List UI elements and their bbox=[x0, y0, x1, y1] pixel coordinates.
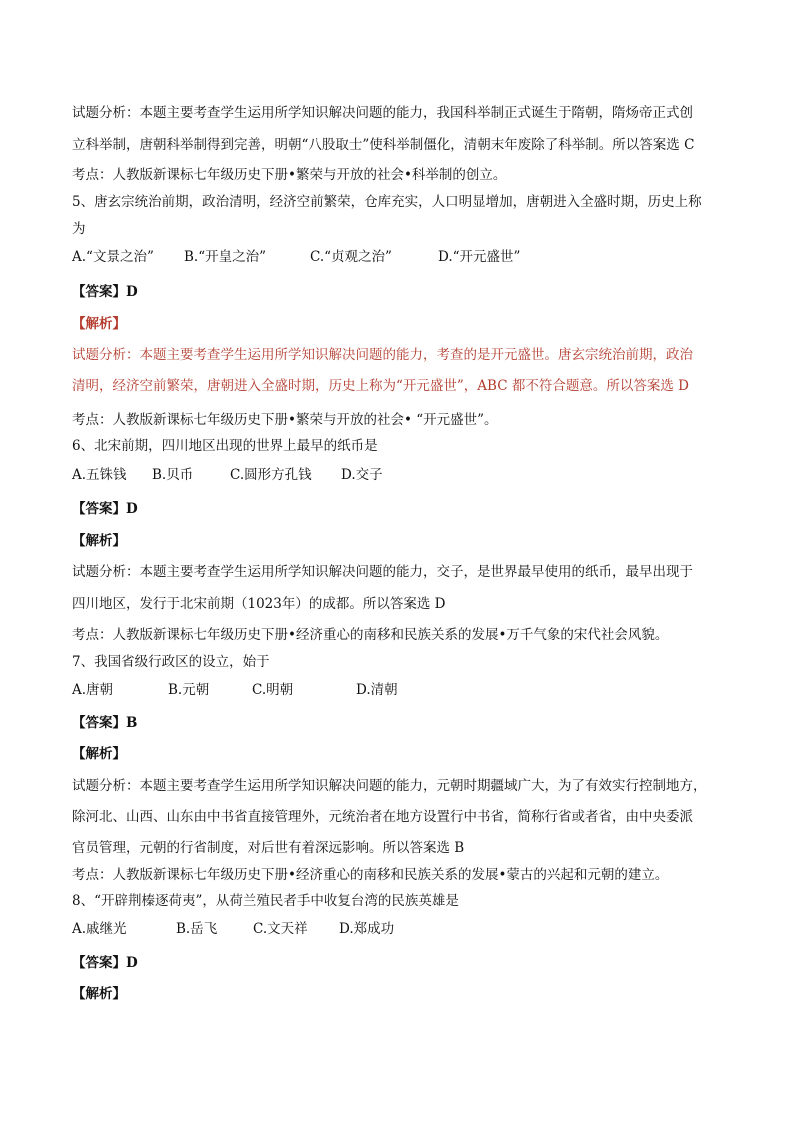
q6-analysis-line2: 四川地区，发行于北宋前期（1023年）的成都。所以答案选 D bbox=[72, 596, 446, 612]
q6-options bbox=[72, 463, 383, 483]
q5-option-d: D.“开元盛世” bbox=[438, 249, 521, 265]
q7-question: 7、我国省级行政区的设立，始于 bbox=[72, 654, 270, 670]
q8-option-a: A.戚继光 bbox=[72, 921, 127, 937]
q5-kaodian: 考点：人教版新课标七年级历史下册•繁荣与开放的社会• “开元盛世”。 bbox=[72, 412, 498, 428]
q5-answer: 【答案】D bbox=[72, 284, 138, 300]
q5-option-b: B.“开皇之治” bbox=[184, 249, 267, 265]
q6-analysis-line1: 试题分析：本题主要考查学生运用所学知识解决问题的能力，交子，是世界最早使用的纸币，最早出现于 bbox=[72, 564, 693, 580]
q7-option-c: C.明朝 bbox=[252, 682, 294, 698]
q5-analysis-line2: 清明，经济空前繁荣，唐朝进入全盛时期，历史上称为“开元盛世”，ABC 都不符合题意。所以答案选 D bbox=[72, 378, 689, 394]
q4-analysis-line1: 试题分析：本题主要考查学生运用所学知识解决问题的能力，我国科举制正式诞生于隋朝，隋炀帝正式创 bbox=[72, 105, 693, 121]
q6-kaodian: 考点：人教版新课标七年级历史下册•经济重心的南移和民族关系的发展•万千气象的宋代社会风貌。 bbox=[72, 627, 669, 643]
q8-question: 8、“开辟荆榛逐荷夷”，从荷兰殖民者手中收复台湾的民族英雄是 bbox=[72, 893, 459, 909]
q8-option-c: C.文天祥 bbox=[253, 921, 308, 937]
q7-kaodian: 考点：人教版新课标七年级历史下册•经济重心的南移和民族关系的发展•蒙古的兴起和元朝的建立。 bbox=[72, 867, 669, 883]
q6-option-a: A.五铢钱 bbox=[72, 467, 127, 483]
q5-question-line1: 5、唐玄宗统治前期，政治清明，经济空前繁荣，仓库充实，人口明显增加，唐朝进入全盛时期，历史上称 bbox=[72, 194, 702, 210]
q5-analysis-label: 【解析】 bbox=[72, 316, 126, 332]
q7-answer: 【答案】B bbox=[72, 715, 138, 731]
q7-option-d: D.清朝 bbox=[356, 682, 398, 698]
q5-option-a: A.“文景之治” bbox=[72, 249, 154, 265]
q8-analysis-label: 【解析】 bbox=[72, 986, 126, 1002]
q7-options bbox=[72, 678, 398, 698]
q4-kaodian: 考点：人教版新课标七年级历史下册•繁荣与开放的社会•科举制的创立。 bbox=[72, 167, 507, 183]
q5-options bbox=[72, 245, 520, 265]
q8-option-b: B.岳飞 bbox=[176, 921, 218, 937]
q7-analysis-line2: 除河北、山西、山东由中书省直接管理外，元统治者在地方设置行中书省，简称行省或者省，由中央委派 bbox=[72, 809, 693, 825]
q6-question: 6、北宋前期，四川地区出现的世界上最早的纸币是 bbox=[72, 438, 378, 454]
q7-analysis-label: 【解析】 bbox=[72, 746, 126, 762]
q8-answer: 【答案】D bbox=[72, 955, 138, 971]
q4-analysis-line2: 立科举制，唐朝科举制得到完善，明朝“八股取士”使科举制僵化，清朝末年废除了科举制。所以答案选 C bbox=[72, 137, 695, 153]
q7-analysis-line3: 官员管理，元朝的行省制度，对后世有着深远影响。所以答案选 B bbox=[72, 840, 465, 856]
q7-analysis-line1: 试题分析：本题主要考查学生运用所学知识解决问题的能力，元朝时期疆域广大，为了有效实行控制地方， bbox=[72, 778, 707, 794]
q6-option-c: C.圆形方孔钱 bbox=[230, 467, 312, 483]
q5-analysis-line1: 试题分析：本题主要考查学生运用所学知识解决问题的能力，考查的是开元盛世。唐玄宗统治前期，政治 bbox=[72, 347, 693, 363]
q8-options bbox=[72, 917, 394, 937]
q6-analysis-label: 【解析】 bbox=[72, 533, 126, 549]
q7-option-a: A.唐朝 bbox=[72, 682, 114, 698]
q6-option-d: D.交子 bbox=[341, 467, 383, 483]
q5-question-line2: 为 bbox=[72, 221, 86, 237]
q5-option-c: C.“贞观之治” bbox=[310, 249, 392, 265]
q6-option-b: B.贝币 bbox=[152, 467, 194, 483]
q8-option-d: D.郑成功 bbox=[339, 921, 395, 937]
q7-option-b: B.元朝 bbox=[168, 682, 210, 698]
q6-answer: 【答案】D bbox=[72, 501, 138, 517]
